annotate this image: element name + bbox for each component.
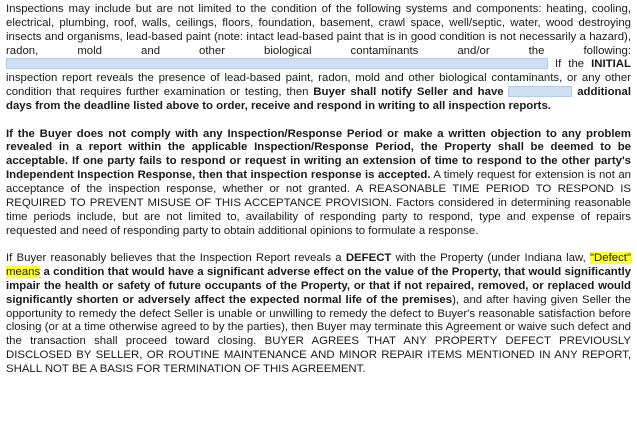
additional-days-text: additional days from the deadline listed above to order, receive and respond in writing to all inspection reports. xyxy=(6,86,631,112)
response-period-bold-text: If the Buyer does not comply with any Inspection/Response Period or make a written objection to any problem revealed in a report within the applicable Inspection/Response Period, the Property shall be deemed to be acceptable. If one party fails to respond or request in writing an extension of time to respond to the other party's Independent Inspection Response, then that inspection response is accepted. xyxy=(6,127,631,182)
defect-definition-text: a condition that would have a significant adverse effect on the value of the Property, that would significantly impair the health or safety of future occupants of the Property, or that if not repaired, removed, or replaced would significantly shorten or adversely affect the expected normal life of the premises xyxy=(6,266,631,306)
if-the-text: If the xyxy=(548,58,592,71)
inspections-intro-text: Inspections may include but are not limited to the condition of the following systems and components: heating, cooling, electrical, plumbing, roof, walls, ceilings, floors, foundation, basement, crawl space, well/septic, water, wood destroying insects and organisms, lead-based paint (note: intact lead-based paint that is in good condition is not necessarily a hazard), radon, mold and other biological contaminants and/or the following: xyxy=(6,3,631,57)
paragraph-inspections xyxy=(6,3,631,114)
paragraph-defect xyxy=(6,252,631,377)
paragraph-spacer xyxy=(6,238,631,252)
paragraph-spacer xyxy=(6,114,631,128)
additional-days-input-field[interactable] xyxy=(508,86,572,97)
inspection-clause-document xyxy=(6,3,631,377)
other-inspections-input-field[interactable] xyxy=(6,58,548,69)
initial-label: INITIAL xyxy=(591,58,631,71)
indiana-law-text: with the Property (under Indiana law, xyxy=(391,252,590,265)
termination-terms-text: ), and after having given Seller the opportunity to remedy the defect Seller is unable or unwilling to remedy the defect to Buyer's reasonable satisfaction before closing (or at a time otherwise agreed to by the parties), then Buyer may terminate this Agreement or waive such defect and the transaction shall proceed toward closing. BUYER AGREES THAT ANY PROPERTY DEFECT PREVIOUSLY DISCLOSED BY SELLER, OR ROUTINE MAINTENANCE AND MINOR REPAIR ITEMS MENTIONED IN ANY REPORT, SHALL NOT BE A BASIS FOR TERMINATION OF THIS AGREEMENT. xyxy=(6,293,631,375)
defect-intro-text: If Buyer reasonably believes that the Inspection Report reveals a xyxy=(6,252,346,265)
inspection-report-text: inspection report reveals the presence of lead-based paint, radon, mold and other biological contaminants, or any other condition that requires further examination or testing, then xyxy=(6,72,631,99)
paragraph-response-period xyxy=(6,128,631,239)
notify-seller-text: Buyer shall notify Seller and have xyxy=(313,86,504,99)
extension-request-text: A timely request for extension is not an acceptance of the inspection response, whether or not granted. A REASONABLE TIME PERIOD TO RESPOND IS REQUIRED TO PREVENT MISUSE OF THIS ACCEPTANCE PROVISION. Factors considered in determining reasonable time periods include, but are not limited to, availability of responding party to respond, type and expense of repairs requested and need of responding party to obtain additional opinions to formulate a response. xyxy=(6,169,631,237)
defect-label: DEFECT xyxy=(345,252,392,265)
defect-means-highlight: "Defect" means xyxy=(6,252,632,279)
